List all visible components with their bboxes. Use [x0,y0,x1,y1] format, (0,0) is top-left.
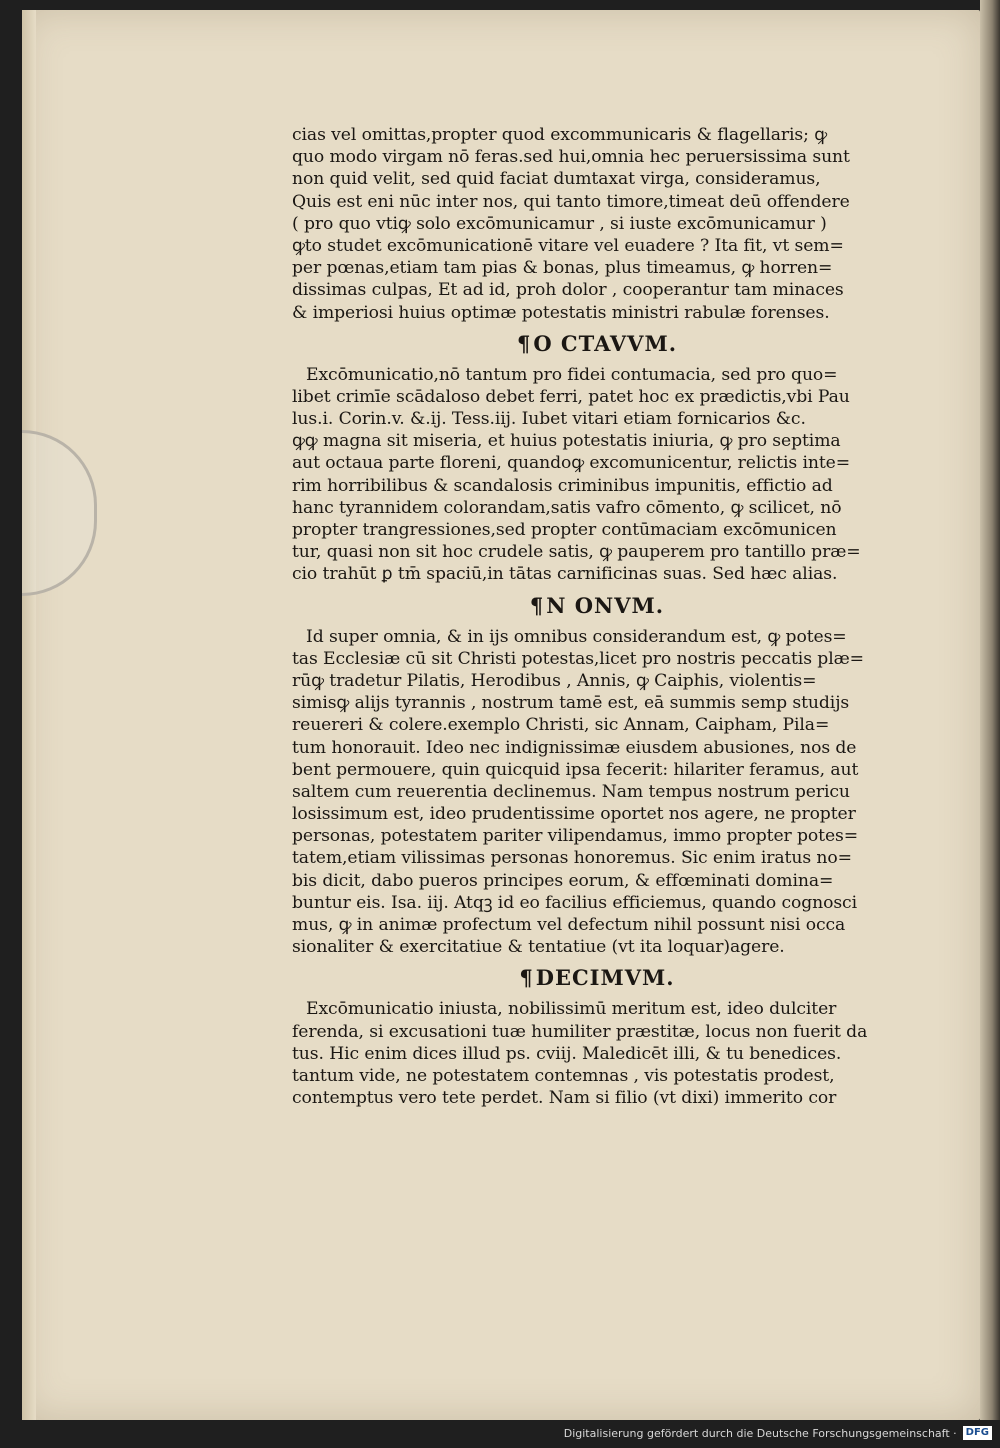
text-line: cias vel omittas,propter quod excommunicaris & flagellaris; ꝙ [292,125,828,145]
credit-text: Digitalisierung gefördert durch die Deutsche Forschungsgemeinschaft · [563,1426,957,1440]
text-line: reuereri & colere.exemplo Christi, sic Annam, Caipham, Pila= [292,715,830,736]
paragraph-mark-icon: ¶ [519,965,534,991]
text-line: ( pro quo vtiꝙ solo excōmunicamur , si iuste excōmunicamur ) [292,213,827,234]
text-line: Excōmunicatio,nō tantum pro fidei contumacia, sed pro quo= [306,364,838,385]
text-line: Id super omnia, & in ijs omnibus considerandum est, ꝙ potes= [306,626,847,647]
paragraph-continuation [292,124,902,324]
book-page [22,10,980,1420]
text-line: ꝙꝙ magna sit miseria, et huius potestatis iniuria, ꝙ pro septima [292,431,841,452]
text-line: lus.i. Corin.v. &.ij. Tess.iij. Iubet vitari etiam fornicarios &c. [292,409,806,430]
text-line: ꝙto studet excōmunicationē vitare vel euadere ? Ita fit, vt sem= [292,235,844,256]
text-line: rim horribilibus & scandalosis criminibus impunitis, effictio ad [292,475,833,496]
book-fore-edge [980,0,1000,1420]
heading-decimum-label: DECIMVM. [535,965,675,991]
paragraph-nonum [292,626,902,959]
section-heading-decimum [292,958,902,998]
dfg-logo-icon: DFG [963,1426,992,1440]
text-line: sionaliter & exercitatiue & tentatiue (vt ita loquar)agere. [292,937,785,958]
text-line: per pœnas,etiam tam pias & bonas, plus timeamus, ꝙ horren= [292,258,833,279]
text-line: ferenda, si excusationi tuæ humiliter præstitæ, locus non fuerit da [292,1021,868,1042]
text-line: bis dicit, dabo pueros principes eorum, & effœminati domina= [292,870,834,891]
paragraph-mark-icon: ¶ [529,592,545,618]
text-line: contemptus vero tete perdet. Nam si filio (vt dixi) immerito cor [292,1088,837,1109]
text-line: hanc tyrannidem colorandam,satis vafro cōmento, ꝙ scilicet, nō [292,497,842,518]
heading-octavum-label: O CTAVVM. [533,330,678,356]
section-heading-octavum [292,324,902,364]
text-line: mus, ꝙ in animæ profectum vel defectum nihil possunt nisi occa [292,915,846,935]
text-line: cio trahūt ꝑ tm̄ spaciū,in tātas carnificinas suas. Sed hæc alias. [292,564,838,585]
paragraph-octavum [292,364,902,586]
text-line: Excōmunicatio iniusta, nobilissimū meritum est, ideo dulciter [306,999,837,1020]
text-line: bent permouere, quin quicquid ipsa fecerit: hilariter feramus, aut [292,759,859,780]
text-line: dissimas culpas, Et ad id, proh dolor , cooperantur tam minaces [292,280,844,301]
text-line: propter trangressiones,sed propter contūmaciam excōmunicen [292,520,837,540]
text-line: quo modo virgam nō feras.sed hui,omnia hec peruersissima sunt [292,147,850,168]
text-line: tas Ecclesiæ cū sit Christi potestas,licet pro nostris peccatis plæ= [292,648,864,669]
text-line: rūꝙ tradetur Pilatis, Herodibus , Annis, ꝙ Caiphis, violentis= [292,670,817,691]
heading-nonum-label: N ONVM. [546,592,665,618]
paragraph-decimum [292,998,902,1109]
page-text [292,124,902,1109]
text-line: tantum vide, ne potestatem contemnas , vis potestatis prodest, [292,1065,835,1086]
paper-clip [22,430,97,596]
text-line: personas, potestatem pariter vilipendamus, immo propter potes= [292,826,859,847]
text-line: & imperiosi huius optimæ potestatis ministri rabulæ forenses. [292,302,830,323]
text-line: tus. Hic enim dices illud ps. cviij. Maledicēt illi, & tu benedices. [292,1043,842,1064]
text-line: tatem,etiam vilissimas personas honoremus. Sic enim iratus no= [292,848,852,869]
text-line: saltem cum reuerentia declinemus. Nam tempus nostrum pericu [292,781,850,802]
page-inner-edge [22,10,36,1420]
text-line: Quis est eni nūc inter nos, qui tanto timore,timeat deū offendere [292,191,850,212]
text-line: libet crimīe scādaloso debet ferri, patet hoc ex prædictis,vbi Pau [292,386,850,407]
text-line: losissimum est, ideo prudentissime oportet nos agere, ne propter [292,804,856,825]
digitization-credit [564,1424,992,1442]
section-heading-nonum [292,586,902,626]
text-line: tum honorauit. Ideo nec indignissimæ eiusdem abusiones, nos de [292,737,857,758]
text-line: tur, quasi non sit hoc crudele satis, ꝙ pauperem pro tantillo præ= [292,542,861,563]
text-line: buntur eis. Isa. iij. Atqꝫ id eo facilius efficiemus, quando cognosci [292,892,857,913]
text-line: simisꝙ alijs tyrannis , nostrum tamē est, eā summis semp studijs [292,693,850,714]
paragraph-mark-icon: ¶ [516,330,532,356]
text-line: non quid velit, sed quid faciat dumtaxat virga, consideramus, [292,169,821,190]
text-line: aut octaua parte floreni, quandoꝙ excomunicentur, relictis inte= [292,453,851,474]
